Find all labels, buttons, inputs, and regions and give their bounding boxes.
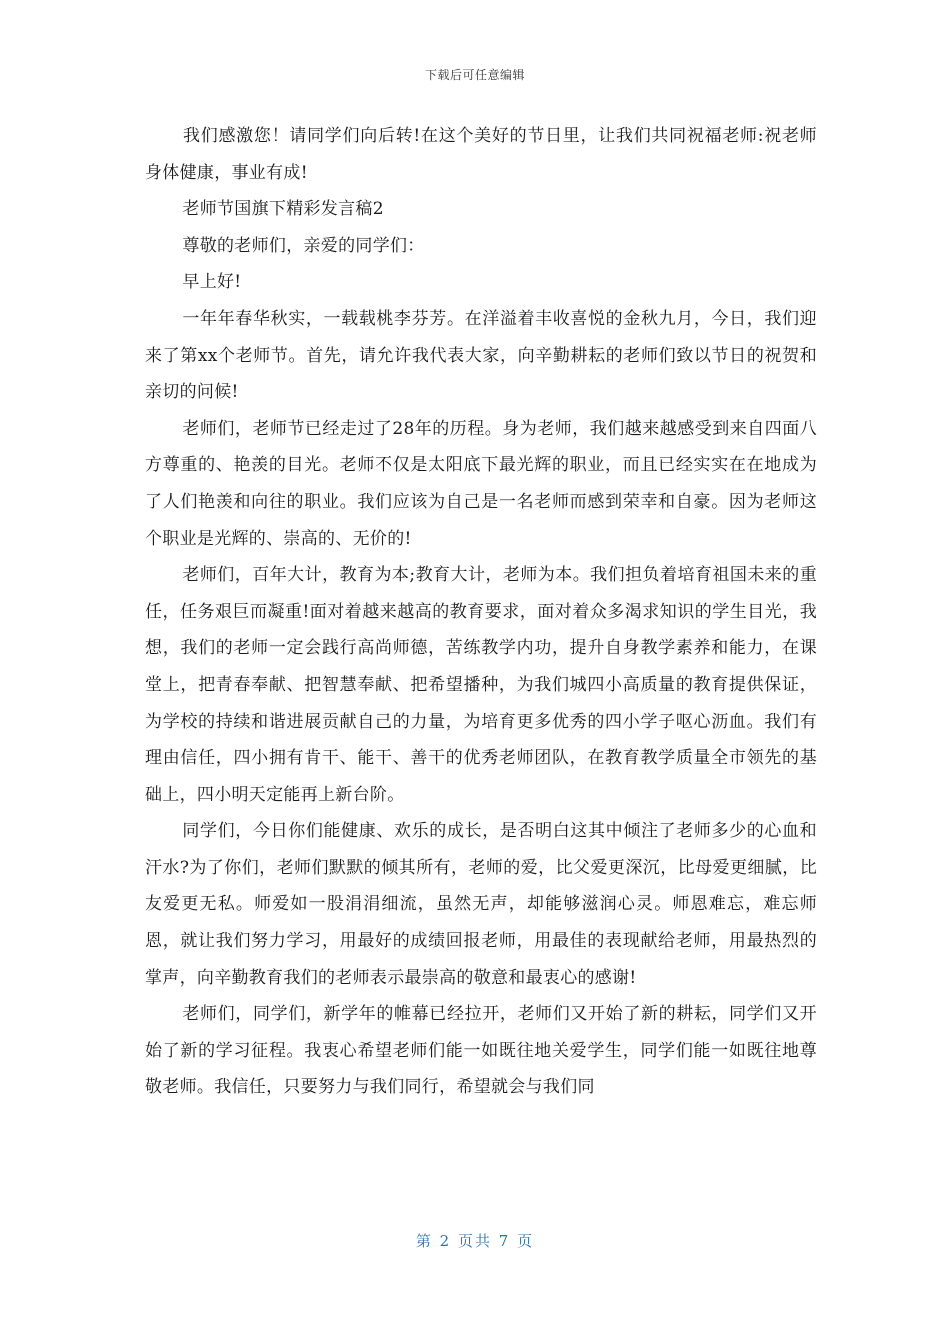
paragraph-3: 尊敬的老师们，亲爱的同学们： bbox=[182, 235, 425, 256]
document-body bbox=[145, 118, 817, 1106]
paragraph-7: 老师们，百年大计，教育为本;教育大计，老师为本。我们担负着培育祖国未来的重任，任务艰巨而凝重!面对着越来越高的教育要求，面对着众多渴求知识的学生目光，我想，我们的老师一定会践行高尚师德，苦练教学内功，提升自身教学素养和能力，在课堂上，把青春奉献、把智慧奉献、把希望播种，为我们城四小高质量的教育提供保证，为学校的持续和谐进展贡献自己的力量，为培育更多优秀的四小学子呕心沥血。我们有理由信任，四小拥有肯干、能干、善干的优秀老师团队，在教育教学质量全市领先的基础上，四小明天定能再上新台阶。 bbox=[145, 565, 817, 805]
paragraph-8: 同学们，今日你们能健康、欢乐的成长，是否明白这其中倾注了老师多少的心血和汗水?为了你们，老师们默默的倾其所有，老师的爱，比父爱更深沉，比母爱更细腻，比友爱更无私。师爱如一股涓涓细流，虽然无声，却能够滋润心灵。师恩难忘，难忘师恩，就让我们努力学习，用最好的成绩回报老师，用最佳的表现献给老师，用最热烈的掌声，向辛勤教育我们的老师表示最崇高的敬意和最衷心的感谢! bbox=[145, 821, 817, 988]
paragraph-9: 老师们，同学们，新学年的帷幕已经拉开，老师们又开始了新的耕耘，同学们又开始了新的学习征程。我衷心希望老师们能一如既往地关爱学生，同学们能一如既往地尊敬老师。我信任，只要努力与我们同行，希望就会与我们同 bbox=[145, 1004, 817, 1098]
page-number-footer: 第 2 页共 7 页 bbox=[415, 1232, 535, 1250]
paragraph-6: 老师们，老师节已经走过了28年的历程。身为老师，我们越来越感受到来自四面八方尊重的、艳羡的目光。老师不仅是太阳底下最光辉的职业，而且已经实实在在地成为了人们艳羡和向往的职业。我们应该为自己是一名老师而感到荣幸和自豪。因为老师这个职业是光辉的、崇高的、无价的! bbox=[145, 418, 817, 549]
paragraph-1: 我们感激您！请同学们向后转!在这个美好的节日里，让我们共同祝福老师:祝老师身体健康，事业有成! bbox=[145, 126, 817, 183]
paragraph-5: 一年年春华秋实，一载载桃李芬芳。在洋溢着丰收喜悦的金秋九月，今日，我们迎来了第xx个老师节。首先，请允许我代表大家，向辛勤耕耘的老师们致以节日的祝贺和亲切的问候! bbox=[145, 308, 817, 403]
paragraph-4: 早上好! bbox=[182, 272, 242, 293]
page-header: 下载后可任意编辑 bbox=[424, 68, 525, 82]
paragraph-2: 老师节国旗下精彩发言稿2 bbox=[182, 199, 384, 220]
